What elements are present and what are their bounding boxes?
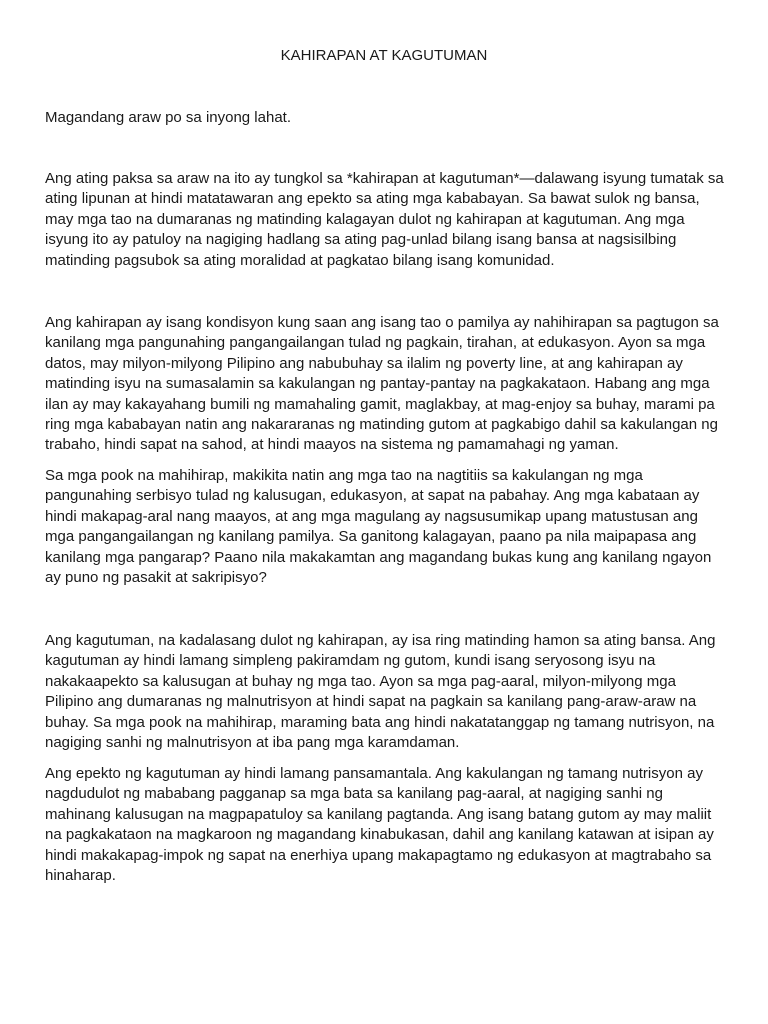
greeting-paragraph: Magandang araw po sa inyong lahat. <box>45 109 292 126</box>
body-paragraph: Ang kagutuman, na kadalasang dulot ng kahirapan, ay isa ring matinding hamon sa ating bansa. Ang kagutuman ay hindi lamang simpleng pakiramdam ng gutom, kundi isang seryosong isyu na nakakaapekto sa kalusugan at buhay ng mga tao. Ayon sa mga pag-aaral, milyon-milyong mga Pilipino ang dumaranas ng malnutrisyon at hindi sapat na pagkain sa kanilang pang-araw-araw na buhay. Sa mga pook na mahihirap, maraming bata ang hindi nakatatanggap ng tamang nutrisyon, na nagiging sanhi ng malnutrisyon at iba pang mga karamdaman. <box>45 632 716 752</box>
body-paragraph: Ang kahirapan ay isang kondisyon kung saan ang isang tao o pamilya ay nahihirapan sa pagtugon sa kanilang mga pangunahing pangangailangan tulad ng pagkain, tirahan, at edukasyon. Ayon sa mga datos, may milyon-milyong Pilipino ang nabubuhay sa ilalim ng poverty line, at ang kahirapan ay matinding isyu na sumasalamin sa kakulangan ng pantay-pantay na pagkakataon. Habang ang mga ilan ay may kakayahang bumili ng mamahaling gamit, maglakbay, at mag-enjoy sa buhay, marami pa ring mga kababayan natin ang nakararanas ng matinding gutom at pagkabigo dahil sa kakulangan ng trabaho, hindi sapat na sahod, at hindi maayos na sistema ng pamamahagi ng yaman. <box>45 314 719 454</box>
document-title: KAHIRAPAN AT KAGUTUMAN <box>280 47 488 64</box>
body-paragraph: Ang epekto ng kagutuman ay hindi lamang pansamantala. Ang kakulangan ng tamang nutrisyon ay nagdudulot ng mababang pagganap sa mga bata sa kanilang pag-aaral, at nagiging sanhi ng mahinang kalusugan na magpapatuloy sa kanilang pagtanda. Ang isang batang gutom ay may maliit na pagkakataon na magkaroon ng magandang kinabukasan, dahil ang kanilang katawan at isipan ay hindi makakapag-impok ng sapat na enerhiya upang makapagtamo ng edukasyon at magtrabaho sa hinaharap. <box>45 765 714 885</box>
body-paragraph: Sa mga pook na mahihirap, makikita natin ang mga tao na nagtitiis sa kakulangan ng mga pangunahing serbisyo tulad ng kalusugan, edukasyon, at sapat na pabahay. Ang mga kabataan ay hindi makapag-aral nang maayos, at ang mga magulang ay nagsusumikap upang matustusan ang mga pangangailangan ng kanilang pamilya. Sa ganitong kalagayan, paano pa nila maipapasa ang kanilang mga pangarap? Paano nila makakamtan ang magandang bukas kung ang kanilang ngayon ay puno ng pasakit at sakripisyo? <box>45 467 712 587</box>
body-paragraph: Ang ating paksa sa araw na ito ay tungkol sa *kahirapan at kagutuman*—dalawang isyung tumatak sa ating lipunan at hindi matatawaran ang epekto sa ating mga kababayan. Sa bawat sulok ng bansa, may mga tao na dumaranas ng matinding kalagayan dulot ng kahirapan at kagutuman. Ang mga isyung ito ay patuloy na nagiging hadlang sa ating pag-unlad bilang isang bansa at nagsisilbing matinding pagsubok sa ating moralidad at pagkatao bilang isang komunidad. <box>45 170 724 269</box>
